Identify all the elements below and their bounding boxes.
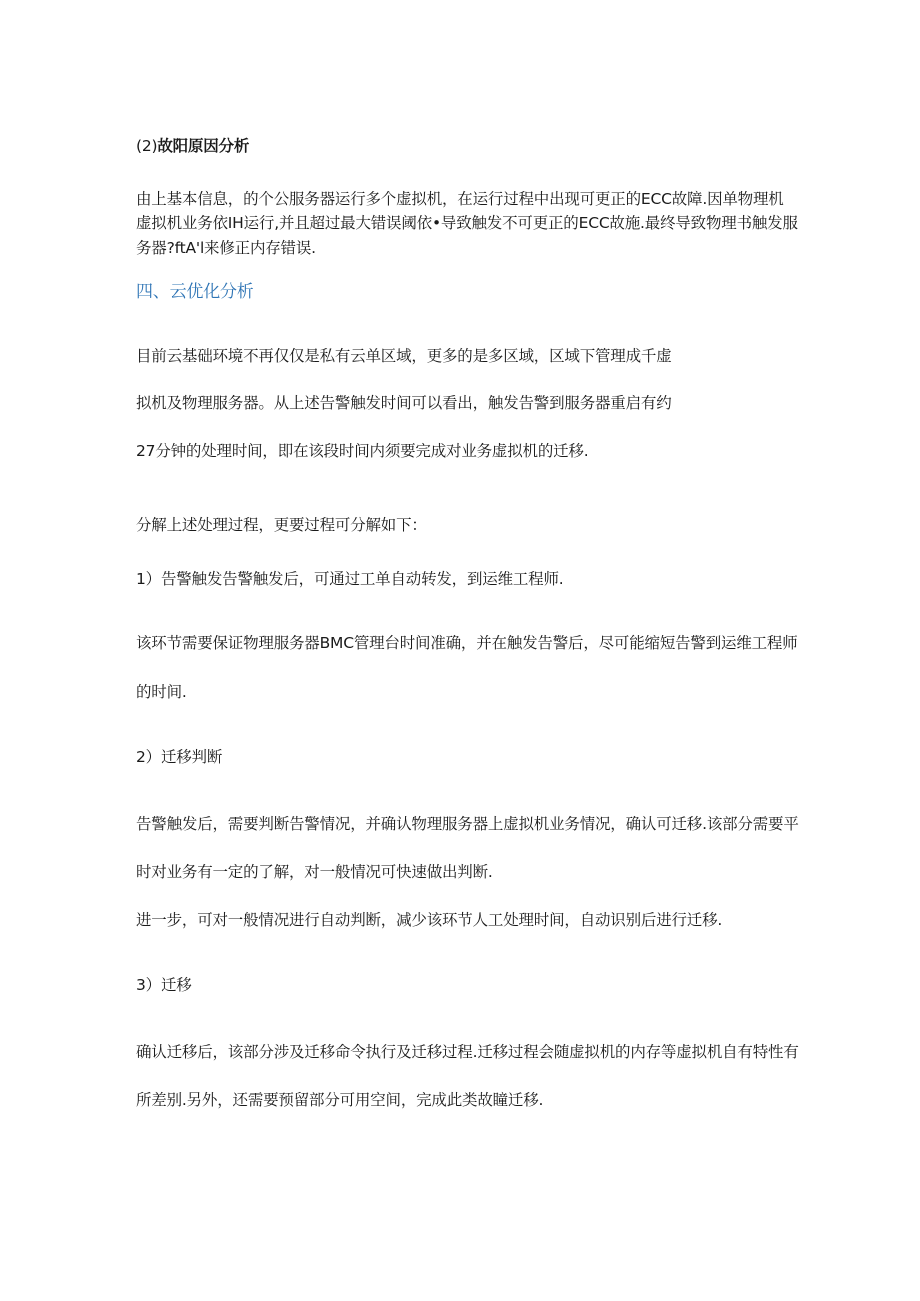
paragraph-2-line-1: 目前云基础环境不再仅仅是私有云单区域，更多的是多区域，区域下管理成千虚 [136,347,672,365]
subheading-title: 故阳原因分析 [157,137,250,155]
paragraph-1-line-1: 由上基本信息，的个公服务器运行多个虚拟机，在运行过程中出现可更正的ECC故障.因单物理机 [136,190,784,208]
step-1-line-2: 的时间. [136,683,187,701]
step-3-line-1: 确认迁移后，该部分涉及迁移命令执行及迁移过程.迁移过程会随虚拟机的内存等虚拟机自有特性有 [136,1043,799,1061]
step-2-title: 2）迁移判断 [136,748,223,766]
step-3-line-2: 所差别.另外，还需要预留部分可用空间，完成此类故瞳迁移. [136,1091,544,1109]
paragraph-2-line-3: 27分钟的处理时间，即在该段时间内须要完成对业务虚拟机的迁移. [136,442,589,460]
process-intro: 分解上述处理过程，更要过程可分解如下： [136,516,427,534]
step-2-line-2: 时对业务有一定的了解，对一般情况可快速做出判断. [136,863,493,881]
paragraph-1-line-3: 务器?ftA'l来修正内存错误. [136,239,316,257]
step-1-title: 1）告警触发告警触发后，可通过工单自动转发，到运维工程师. [136,570,564,588]
section-heading-cloud-optimization: 四、云优化分析 [136,282,254,302]
paragraph-1-line-2: 虚拟机业务依IH运行,并且超过最大错误阈依•导致触发不可更正的ECC故施.最终导致物理书触发服 [136,214,798,232]
paragraph-2-line-2: 拟机及物理服务器。从上述告警触发时间可以看出，触发告警到服务器重启有约 [136,394,672,412]
subheading-fault-cause [136,136,876,156]
subheading-number: (2) [136,137,158,155]
step-2-line-1: 告警触发后，需要判断告警情况，并确认物理服务器上虚拟机业务情况，确认可迁移.该部分需要平 [136,815,799,833]
step-3-title: 3）迁移 [136,976,192,994]
step-1-line-1: 该环节需要保证物理服务器BMC管理台时间准确，并在触发告警后，尽可能缩短告警到运维工程师 [136,634,798,652]
step-2-line-3: 进一步，可对一般情况进行自动判断，减少该环节人工处理时间，自动识别后进行迁移. [136,911,723,929]
